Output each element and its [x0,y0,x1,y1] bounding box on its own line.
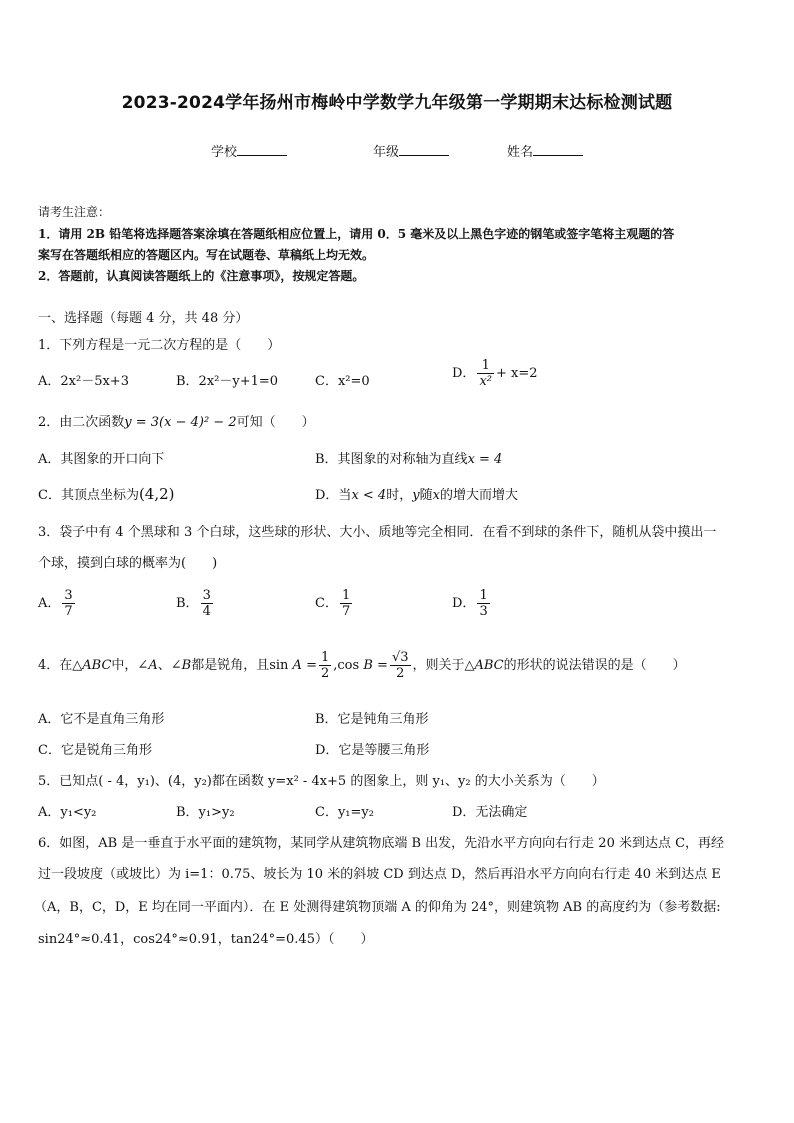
q2-d-expr3: x [432,488,440,503]
q2-d-text1: D．当 [315,488,352,503]
q3-option-d [452,588,492,619]
q2-option-c [38,484,175,503]
q1-d-denominator: x² [479,374,492,389]
q3-d-denominator: 3 [479,604,488,619]
q4-comma: , [333,658,338,673]
q1-option-c: C．x²=0 [315,374,370,389]
q2-c-expr: (4,2) [138,485,175,503]
page-title: 2023-2024学年扬州市梅岭中学数学九年级第一学期期末达标检测试题 [121,93,673,113]
q1-d-numerator: 1 [477,358,494,374]
q4-sin: sin [269,658,289,673]
q3-b-numerator: 3 [202,588,211,603]
name-blank [533,143,583,156]
q2-d-text4: 的增大而增大 [439,488,518,503]
notice-line2: 2．答题前，认真阅读答题纸上的《注意事项》，按规定答题。 [38,269,365,283]
q5-option-d: D．无法确定 [452,805,528,820]
q3-a-label: A． [38,596,61,611]
q4-angle-b: B [181,658,192,673]
name-field [507,141,583,160]
q2-d-expr2: y [412,488,420,503]
q4-sin-fraction [319,650,331,681]
q1-d-fraction [477,358,494,389]
q6-stem-line3: （A，B，C，D，E 均在同一平面内）．在 E 处测得建筑物顶端 A 的仰角为 24°，则建筑物 AB 的高度约为（参考数据: [34,900,721,915]
q6-stem-line2: 过一段坡度（或坡比）为 i=1：0.75、坡长为 10 米的斜坡 CD 到达点 D，然后再沿水平方向向右行走 40 米到达点 E [38,867,721,882]
q4-cos-denominator: 2 [396,666,405,681]
q2-stem-text: 2．由二次函数 [38,415,125,430]
q4-cos-var: B [363,658,373,673]
q2-d-text2: 时， [386,488,413,503]
notice-line1b: 案写在答题纸相应的答题区内。写在试题卷、草稿纸上均无效。 [38,248,375,262]
q4-abc1: ABC [82,658,112,673]
q4-cos-eq: = [377,658,388,673]
q3-stem-line2: 个球，摸到白球的概率为( ) [38,556,218,571]
q4-angle-a: A [148,658,158,673]
q2-b-text: B．其图象的对称轴为直线 [315,452,468,467]
q4-stem [38,650,686,681]
q1-d-tail: + x=2 [495,366,538,381]
school-label: 学校 [211,145,238,160]
q5-option-a: A．y₁<y₂ [38,805,97,820]
q3-a-numerator: 3 [64,588,73,603]
q3-c-numerator: 1 [341,588,351,603]
grade-blank [399,143,449,156]
q4-cos-numerator: √3 [391,650,409,665]
q2-d-text3: 随 [419,488,433,503]
q3-b-denominator: 4 [202,604,211,619]
q1-d-label: D． [452,366,476,381]
q2-stem [38,411,315,430]
q2-stem-tail: 可知（ ） [236,415,315,430]
q1-option-d [452,358,538,389]
q2-option-b [315,448,502,467]
q4-text5: ，则关于△ [412,658,475,673]
q3-b-label: B． [176,596,199,611]
q4-text3: 、∠ [157,658,182,673]
school-blank [237,143,287,156]
q3-option-b [176,588,215,619]
q3-d-label: D． [452,596,476,611]
q1-stem: 1．下列方程是一元二次方程的是（ ） [38,338,281,353]
q4-option-d: D．它是等腰三角形 [315,743,430,758]
q4-option-a: A．它不是直角三角形 [38,712,165,727]
q1-option-a: A．2x²－5x+3 [38,374,129,389]
q4-sin-var: A [292,658,302,673]
q5-option-b: B．y₁>y₂ [176,805,235,820]
q4-text1: 4．在△ [38,658,83,673]
q2-c-text: C．其顶点坐标为 [38,488,139,503]
q6-stem-line4: sin24°≈0.41，cos24°≈0.91，tan24°=0.45）（ ） [38,932,374,947]
q4-cos: cos [337,658,360,673]
q1-option-b: B．2x²－y+1=0 [176,374,279,389]
q3-c-denominator: 7 [341,604,351,619]
q3-d-fraction [477,588,489,619]
q6-stem-line1: 6．如图，AB 是一垂直于水平面的建筑物，某同学从建筑物底端 B 出发，先沿水平方向向右行走 20 米到达点 C，再经 [38,836,725,851]
grade-field [373,141,449,160]
q4-option-c: C．它是锐角三角形 [38,743,152,758]
q4-abc2: ABC [474,658,504,673]
q2-b-expr: x = 4 [467,452,503,467]
grade-label: 年级 [373,145,400,160]
q2-function: y = 3(x − 4)² − 2 [124,415,237,430]
q4-sin-eq: = [306,658,317,673]
q4-cos-fraction [390,650,411,681]
name-label: 姓名 [507,145,534,160]
q3-a-fraction [62,588,74,619]
q3-option-a [38,588,77,619]
section-heading: 一、选择题（每题 4 分，共 48 分） [38,311,249,326]
q3-d-numerator: 1 [479,588,488,603]
notice-line1a: 1．请用 2B 铅笔将选择题答案涂填在答题纸相应位置上，请用 0．5 毫米及以上黑色字迹的钢笔或签字笔将主观题的答 [38,227,675,241]
q4-text4: 都是锐角，且 [191,658,270,673]
q5-stem: 5．已知点( - 4，y₁)、(4，y₂)都在函数 y=x² - 4x+5 的图象上，则 y₁、y₂ 的大小关系为（ ） [38,774,605,789]
school-field [211,141,287,160]
q3-a-denominator: 7 [64,604,73,619]
q3-option-c [315,588,354,619]
q4-sin-denominator: 2 [320,666,330,681]
q3-c-label: C． [315,596,338,611]
q4-option-b: B．它是钝角三角形 [315,712,429,727]
q4-text2: 中，∠ [111,658,149,673]
q2-option-a: A．其图象的开口向下 [38,452,165,467]
q3-stem-line1: 3．袋子中有 4 个黑球和 3 个白球，这些球的形状、大小、质地等完全相同．在看不到球的条件下，随机从袋中摸出一 [38,525,717,540]
q4-sin-numerator: 1 [320,650,330,665]
q3-b-fraction [201,588,213,619]
q2-option-d [315,484,518,503]
q3-c-fraction [340,588,352,619]
q2-d-expr1: x < 4 [351,488,387,503]
q5-option-c: C．y₁=y₂ [315,805,374,820]
q4-text6: 的形状的说法错误的是（ ） [503,658,686,673]
notice-heading: 请考生注意： [38,205,111,219]
